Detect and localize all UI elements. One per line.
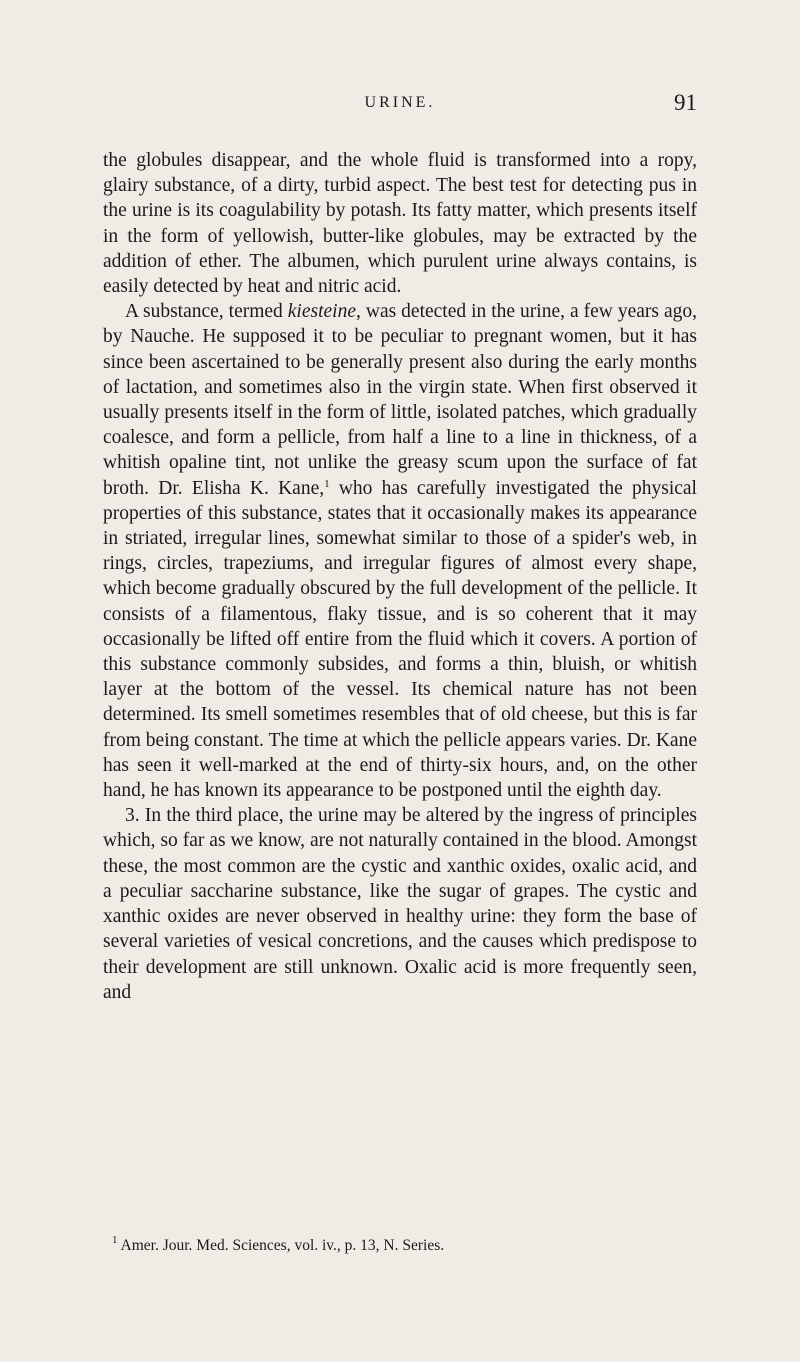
- paragraph-2-middle: , was detected in the urine, a few years ago, by Nauche. He supposed it to be peculiar to pregnant women, but it has since been ascertained to be generally present also during the early months of lactation, and sometimes also in the virgin state. When first observed it usually presents itself in the form of little, isolated patches, which gradually coalesce, and form a pellicle, from half a line to a line in thickness, of a whitish opaline tint, not unlike the greasy scum upon the surface of fat broth. Dr. Elisha K. Kane,: [103, 301, 697, 499]
- paragraph-1: the globules disappear, and the whole fluid is transformed into a ropy, glairy substance, of a dirty, turbid aspect. The best test for detecting pus in the urine is its coagulability by potash. Its fatty matter, which presents itself in the form of yellowish, butter-like globules, may be extracted by the addition of ether. The albumen, which purulent urine always contains, is easily detected by heat and nitric acid.: [103, 150, 697, 298]
- footnote-reference: 1: [324, 477, 330, 490]
- body-text: [103, 148, 697, 1005]
- paragraph-3: 3. In the third place, the urine may be altered by the ingress of principles which, so far as we know, are not naturally contained in the blood. Amongst these, the most common are the cystic and xanthic oxides, oxalic acid, and a peculiar saccharine substance, like the sugar of grapes. The cystic and xanthic oxides are never observed in healthy urine: they form the base of several varieties of vesical concretions, and the causes which predispose to their development are still unknown. Oxalic acid is more frequently seen, and: [103, 805, 697, 1003]
- running-title: URINE.: [364, 94, 436, 111]
- footnote-text: Amer. Jour. Med. Sciences, vol. iv., p. 13, N. Series.: [120, 1237, 445, 1254]
- paragraph-2-end: who has carefully investigated the physical properties of this substance, states that it occasionally makes its appearance in striated, irregular lines, somewhat similar to those of a spider's web, in rings, circles, trapeziums, and irregular figures of almost every shape, which become gradually obscured by the full development of the pellicle. It consists of a filamentous, flaky tissue, and is so coherent that it may occasionally be lifted off entire from the fluid which it covers. A portion of this substance commonly subsides, and forms a thin, bluish, or whitish layer at the bottom of the vessel. Its chemical nature has not been determined. Its smell sometimes resembles that of old cheese, but this is far from being constant. The time at which the pellicle appears varies. Dr. Kane has seen it well-marked at the end of thirty-six hours, and, on the other hand, he has known its appearance to be postponed until the eighth day.: [103, 477, 697, 802]
- page-number: 91: [674, 90, 697, 115]
- kiesteine-term: kiesteine: [287, 301, 356, 323]
- paragraph-2-start: A substance, termed: [125, 301, 288, 323]
- paragraph-kiesteine: [103, 299, 697, 803]
- running-head: [103, 90, 697, 120]
- footnote-mark: 1: [112, 1234, 118, 1246]
- footnote: [112, 1236, 702, 1256]
